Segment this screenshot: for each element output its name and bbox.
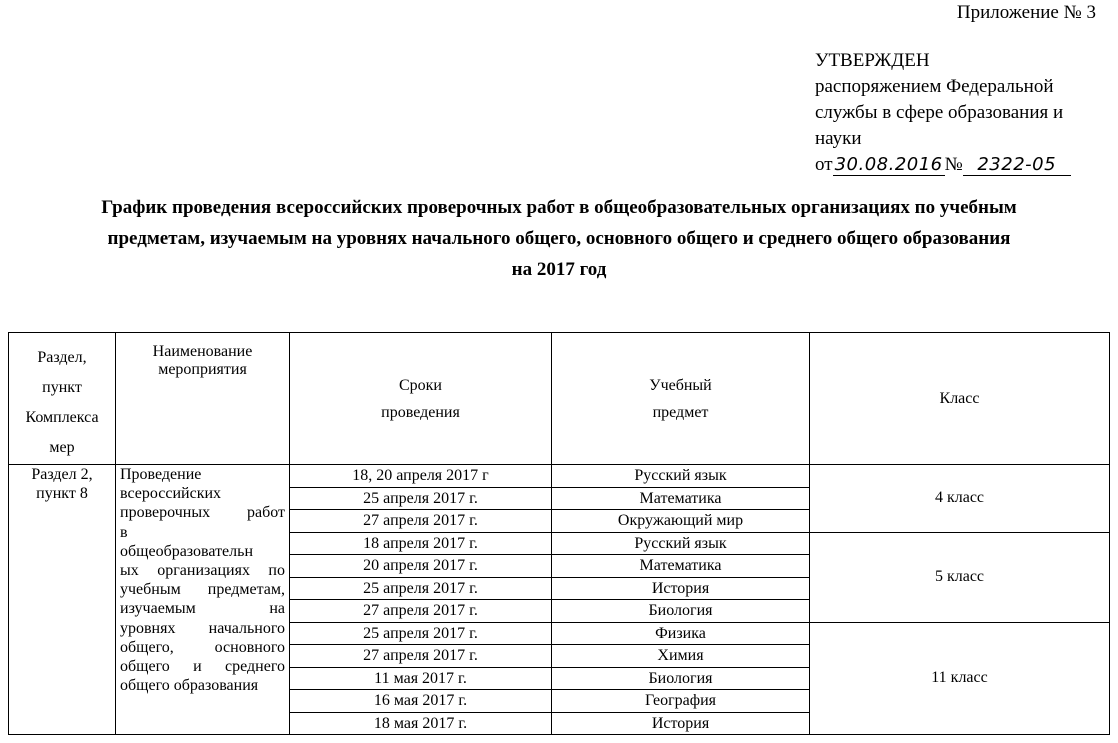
- table-row: [9, 465, 1110, 488]
- title-line: График проведения всероссийских проверочных работ в общеобразовательных организациях по учебным: [101, 197, 1017, 218]
- event-cell: [116, 465, 290, 735]
- date-cell: 25 апреля 2017 г.: [290, 577, 552, 600]
- subject-cell: Русский язык: [552, 532, 810, 555]
- header-section: Раздел, пункт Комплекса мер: [9, 333, 116, 465]
- event-line: ых организациях по: [120, 562, 285, 580]
- date-cell: 27 апреля 2017 г.: [290, 645, 552, 668]
- section-line: пункт 8: [36, 485, 88, 502]
- date-cell: 27 апреля 2017 г.: [290, 510, 552, 533]
- event-line: учебным предметам,: [120, 581, 285, 599]
- header-row: [9, 333, 1110, 465]
- event-line: общеобразовательн: [120, 542, 253, 560]
- date-cell: 18, 20 апреля 2017 г: [290, 465, 552, 488]
- appendix-label: Приложение № 3: [956, 2, 1096, 23]
- approved-line: распоряжением Федеральной: [815, 76, 1054, 97]
- event-line: в: [120, 523, 128, 541]
- subject-cell: Математика: [552, 555, 810, 578]
- approved-line: службы в сфере образования и: [815, 102, 1064, 123]
- order-number: 2322-05: [963, 155, 1071, 176]
- section-line: Раздел 2,: [31, 466, 93, 483]
- from-label: от: [815, 154, 833, 175]
- date-cell: 18 апреля 2017 г.: [290, 532, 552, 555]
- approval-block: [815, 48, 1071, 178]
- subject-cell: Биология: [552, 667, 810, 690]
- date-cell: 25 апреля 2017 г.: [290, 487, 552, 510]
- event-line: общего и среднего: [120, 658, 285, 676]
- subject-cell: Физика: [552, 622, 810, 645]
- subject-cell: История: [552, 712, 810, 735]
- event-line: изучаемым на: [120, 600, 285, 618]
- event-line: общего образования: [120, 677, 259, 695]
- class-cell: 4 класс: [810, 465, 1110, 533]
- date-cell: 27 апреля 2017 г.: [290, 600, 552, 623]
- date-cell: 16 мая 2017 г.: [290, 690, 552, 713]
- header-event: Наименование мероприятия: [116, 333, 290, 465]
- subject-cell: Русский язык: [552, 465, 810, 488]
- title-line: предметам, изучаемым на уровнях начального общего, основного общего и среднего общего образования: [107, 228, 1011, 249]
- event-line: всероссийских: [120, 485, 222, 503]
- order-date: 30.08.2016: [834, 154, 943, 175]
- subject-cell: Биология: [552, 600, 810, 623]
- header-class: Класс: [810, 333, 1110, 465]
- title-line: на 2017 год: [511, 259, 607, 280]
- approved-line: науки: [815, 128, 862, 149]
- header-subject: Учебный предмет: [552, 333, 810, 465]
- order-line: [815, 152, 1071, 178]
- class-cell: 5 класс: [810, 532, 1110, 622]
- subject-cell: Математика: [552, 487, 810, 510]
- class-cell: 11 класс: [810, 622, 1110, 735]
- event-line: Проведение: [120, 466, 202, 483]
- date-cell: 25 апреля 2017 г.: [290, 622, 552, 645]
- event-line: уровнях начального: [120, 619, 285, 637]
- date-cell: 20 апреля 2017 г.: [290, 555, 552, 578]
- section-cell: [9, 465, 116, 735]
- event-line: проверочных работ: [120, 504, 285, 522]
- subject-cell: Окружающий мир: [552, 510, 810, 533]
- approved-heading: УТВЕРЖДЕН: [815, 50, 930, 71]
- document-title: [0, 192, 1118, 285]
- schedule-table: [8, 332, 1110, 735]
- subject-cell: Химия: [552, 645, 810, 668]
- date-cell: 11 мая 2017 г.: [290, 667, 552, 690]
- event-line: общего, основного: [120, 638, 285, 656]
- number-label: №: [944, 154, 963, 175]
- header-dates: Сроки проведения: [290, 333, 552, 465]
- subject-cell: География: [552, 690, 810, 713]
- subject-cell: История: [552, 577, 810, 600]
- date-cell: 18 мая 2017 г.: [290, 712, 552, 735]
